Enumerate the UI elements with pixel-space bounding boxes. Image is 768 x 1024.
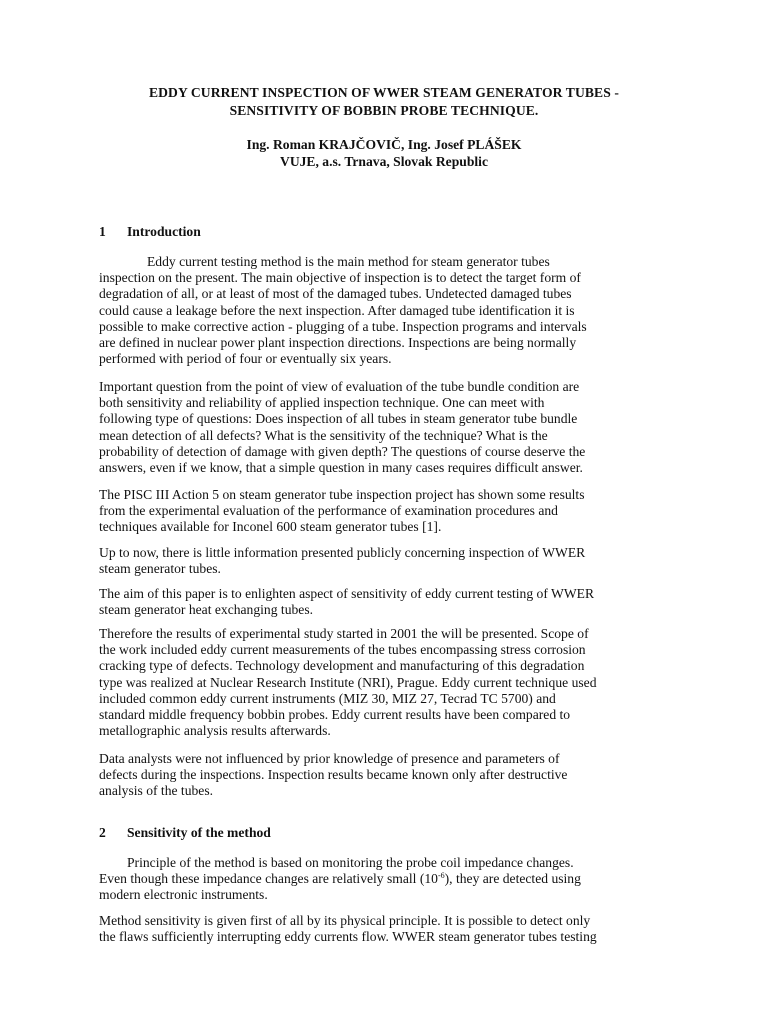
- text-line: possible to make corrective action - plugging of a tube. Inspection programs and intervals: [99, 318, 587, 334]
- text-fragment: ), they are detected using: [444, 871, 581, 887]
- intro-paragraph-5: [99, 586, 679, 618]
- section-1-heading: [99, 223, 201, 240]
- text-line: standard middle frequency bobbin probes. Eddy current results have been compared to: [99, 707, 571, 723]
- text-fragment: Even though these impedance changes are relatively small (10: [99, 871, 438, 887]
- text-line: Up to now, there is little information presented publicly concerning inspection of WWER: [99, 545, 586, 560]
- method-paragraph-1: [99, 855, 679, 904]
- text-line: Therefore the results of experimental study started in 2001 the will be presented. Scope of: [99, 626, 589, 641]
- text-line: answers, even if we know, that a simple question in many cases requires difficult answer.: [99, 460, 583, 476]
- section-2-title: Sensitivity of the method: [127, 825, 271, 840]
- text-line: could cause a leakage before the next inspection. After damaged tube identification it is: [99, 302, 575, 318]
- text-line: modern electronic instruments.: [99, 887, 268, 903]
- author-affiliation: VUJE, a.s. Trnava, Slovak Republic: [280, 154, 488, 169]
- text-line: Method sensitivity is given first of all by its physical principle. It is possible to detect only: [99, 913, 591, 928]
- section-1-title: Introduction: [127, 224, 201, 239]
- method-paragraph-2: [99, 913, 679, 945]
- title-line-2: SENSITIVITY OF BOBBIN PROBE TECHNIQUE.: [229, 103, 539, 118]
- text-line: Eddy current testing method is the main method for steam generator tubes: [147, 254, 550, 269]
- text-line: both sensitivity and reliability of applied inspection technique. One can meet with: [99, 395, 545, 411]
- intro-paragraph-7: [99, 751, 679, 800]
- intro-paragraph-6: [99, 626, 679, 739]
- text-line: probability of detection of damage with given depth? The questions of course deserve the: [99, 443, 586, 459]
- text-line: defects during the inspections. Inspection results became known only after destructive: [99, 767, 568, 783]
- text-line: inspection on the present. The main objective of inspection is to detect the target form of: [99, 270, 581, 286]
- text-line: Important question from the point of view of evaluation of the tube bundle condition are: [99, 379, 580, 394]
- intro-paragraph-3: [99, 487, 679, 536]
- text-line: steam generator heat exchanging tubes.: [99, 602, 314, 618]
- text-line: metallographic analysis results afterwards.: [99, 723, 331, 739]
- text-line: analysis of the tubes.: [99, 783, 214, 799]
- section-1-number: 1: [99, 224, 106, 239]
- text-line: Data analysts were not influenced by prior knowledge of presence and parameters of: [99, 751, 560, 766]
- section-2-number: 2: [99, 825, 106, 840]
- text-line: the work included eddy current measurements of the tubes encompassing stress corrosion: [99, 642, 586, 658]
- text-line: the flaws sufficiently interrupting eddy currents flow. WWER steam generator tubes testing: [99, 929, 597, 945]
- text-line: type was realized at Nuclear Research Institute (NRI), Prague. Eddy current technique used: [99, 674, 597, 690]
- text-line: are defined in nuclear power plant inspection directions. Inspections are being normally: [99, 335, 577, 351]
- intro-paragraph-1: [99, 254, 679, 367]
- text-line: degradation of all, or at least of most of the damaged tubes. Undetected damaged tubes: [99, 286, 572, 302]
- text-line: from the experimental evaluation of the performance of examination procedures and: [99, 503, 558, 519]
- text-line: [99, 871, 679, 887]
- text-line: Principle of the method is based on monitoring the probe coil impedance changes.: [127, 855, 574, 870]
- text-line: cracking type of defects. Technology development and manufacturing of this degradation: [99, 658, 585, 674]
- text-line: mean detection of all defects? What is the sensitivity of the technique? What is the: [99, 427, 548, 443]
- paper-title: [0, 84, 768, 120]
- text-line: steam generator tubes.: [99, 561, 221, 577]
- text-line: following type of questions: Does inspection of all tubes in steam generator tube bundle: [99, 411, 578, 427]
- author-names: Ing. Roman KRAJČOVIČ, Ing. Josef PLÁŠEK: [246, 137, 522, 152]
- title-line-1: EDDY CURRENT INSPECTION OF WWER STEAM GENERATOR TUBES -: [148, 85, 620, 100]
- text-line: The PISC III Action 5 on steam generator tube inspection project has shown some results: [99, 487, 585, 502]
- exponent: -6: [437, 871, 445, 881]
- intro-paragraph-2: [99, 379, 679, 476]
- section-2-heading: [99, 824, 271, 841]
- author-block: [0, 136, 768, 170]
- text-line: techniques available for Inconel 600 steam generator tubes [1].: [99, 519, 442, 535]
- text-line: The aim of this paper is to enlighten aspect of sensitivity of eddy current testing of WWER: [99, 586, 595, 601]
- text-line: performed with period of four or eventually six years.: [99, 351, 392, 367]
- text-line: included common eddy current instruments (MIZ 30, MIZ 27, Tecrad TC 5700) and: [99, 690, 556, 706]
- intro-paragraph-4: [99, 545, 679, 577]
